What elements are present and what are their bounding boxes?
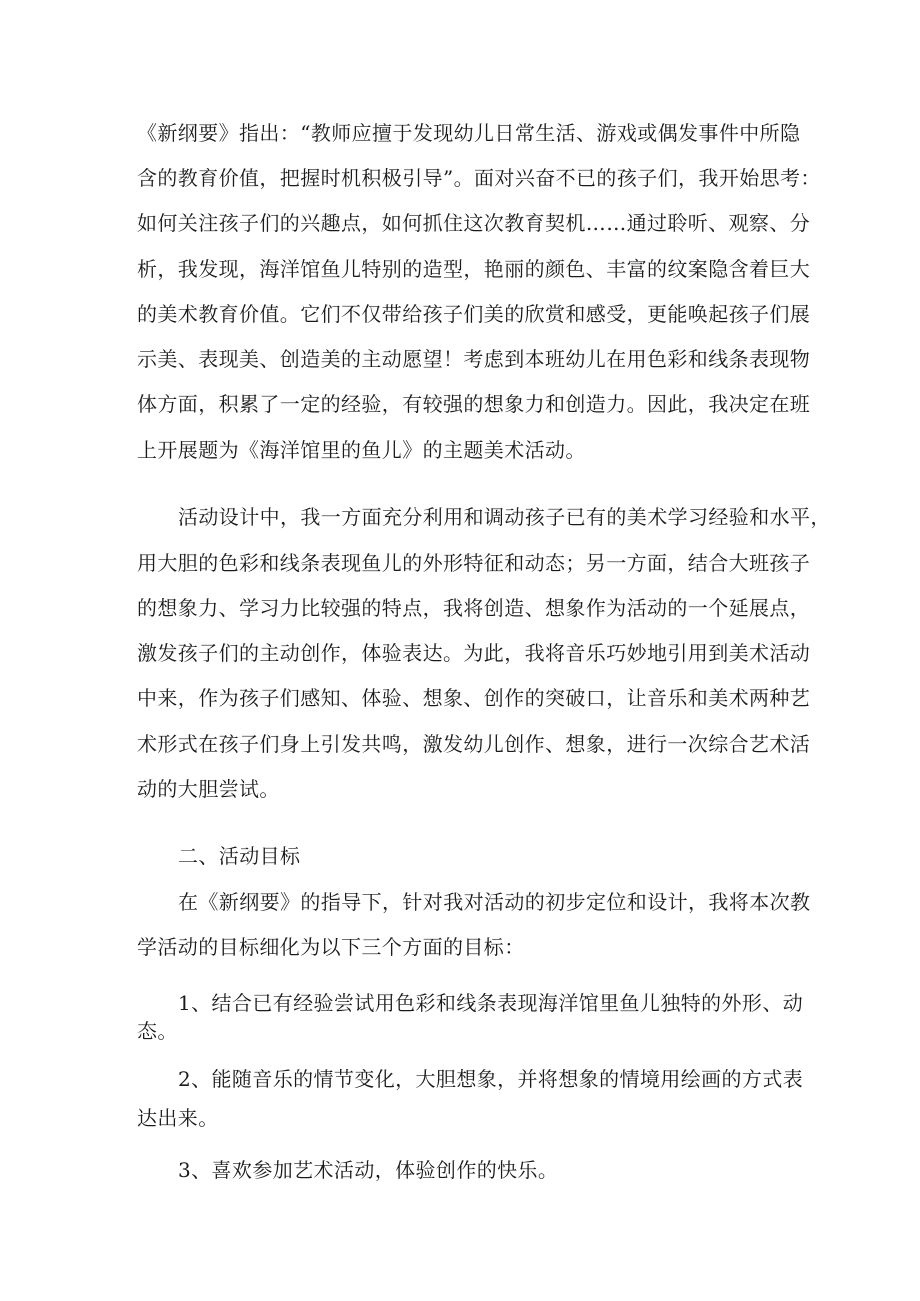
paragraph-2-line-3: 的想象力、学习力比较强的特点，我将创造、想象作为活动的一个延展点， bbox=[137, 596, 811, 620]
paragraph-3-line-2: 学活动的目标细化为以下三个方面的目标： bbox=[137, 935, 525, 959]
paragraph-2-line-1: 活动设计中，我一方面充分利用和调动孩子已有的美术学习经验和水平， bbox=[178, 505, 831, 529]
goal-3-line-1: 3、喜欢参加艺术活动，体验创作的快乐。 bbox=[178, 1158, 559, 1182]
paragraph-2-line-4: 激发孩子们的主动创作，体验表达。为此，我将音乐巧妙地引用到美术活动 bbox=[137, 641, 811, 665]
paragraph-2-line-2: 用大胆的色彩和线条表现鱼儿的外形特征和动态；另一方面，结合大班孩子 bbox=[137, 551, 811, 575]
paragraph-1-line-6: 示美、表现美、创造美的主动愿望！考虑到本班幼儿在用色彩和线条表现物 bbox=[137, 347, 811, 371]
goal-1-line-1: 1、结合已有经验尝试用色彩和线条表现海洋馆里鱼儿独特的外形、动 bbox=[178, 991, 804, 1015]
paragraph-2-line-5: 中来，作为孩子们感知、体验、想象、创作的突破口，让音乐和美术两种艺 bbox=[137, 686, 811, 710]
paragraph-1-line-2: 含的教育价值，把握时机积极引导”。面对兴奋不已的孩子们，我开始思考： bbox=[137, 166, 821, 190]
paragraph-3-line-1: 在《新纲要》的指导下，针对我对活动的初步定位和设计，我将本次教 bbox=[178, 890, 811, 914]
section-heading: 二、活动目标 bbox=[178, 844, 301, 868]
goal-1-line-2: 态。 bbox=[137, 1019, 178, 1043]
paragraph-1-line-1: 《新纲要》指出：“教师应擅于发现幼儿日常生活、游戏或偶发事件中所隐 bbox=[137, 121, 801, 145]
paragraph-2-line-7: 动的大胆尝试。 bbox=[137, 777, 280, 801]
paragraph-1-line-7: 体方面，积累了一定的经验，有较强的想象力和创造力。因此，我决定在班 bbox=[137, 392, 811, 416]
paragraph-1-line-8: 上开展题为《海洋馆里的鱼儿》的主题美术活动。 bbox=[137, 438, 586, 462]
goal-2-line-1: 2、能随音乐的情节变化，大胆想象，并将想象的情境用绘画的方式表 bbox=[178, 1067, 804, 1091]
goal-2-line-2: 达出来。 bbox=[137, 1106, 219, 1130]
paragraph-1-line-5: 的美术教育价值。它们不仅带给孩子们美的欣赏和感受，更能唤起孩子们展 bbox=[137, 302, 811, 326]
paragraph-1-line-4: 析，我发现，海洋馆鱼儿特别的造型，艳丽的颜色、丰富的纹案隐含着巨大 bbox=[137, 257, 811, 281]
paragraph-2-line-6: 术形式在孩子们身上引发共鸣，激发幼儿创作、想象，进行一次综合艺术活 bbox=[137, 732, 811, 756]
paragraph-1-line-3: 如何关注孩子们的兴趣点，如何抓住这次教育契机……通过聆听、观察、分 bbox=[137, 211, 811, 235]
